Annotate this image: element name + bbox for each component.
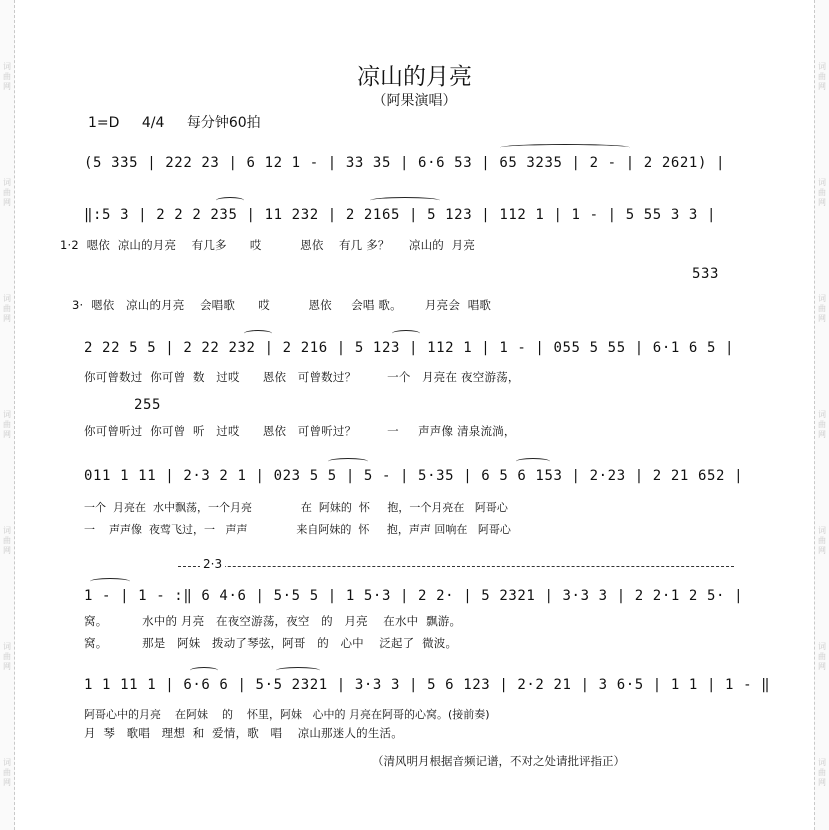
transcriber-note: （清风明月根据音频记谱，不对之处请批评指正）	[372, 754, 625, 768]
song-title: 凉山的月亮	[357, 64, 472, 90]
notation-row-4: 1 - | 1 - :‖ 6 4·6 | 5·5 5 | 1 5·3 | 2 2· | 5 2321 | 3·3 3 | 2 2·1 2 5· |	[84, 588, 744, 604]
watermark-text: 词曲网	[3, 526, 11, 555]
notation-row-3: 011 1 11 | 2·3 2 1 | 023 5 5 | 5 - | 5·35 | 6 5 6 153 | 2·23 | 2 21 652 |	[84, 468, 744, 484]
notation-row-5: 1 1 11 1 | 6·6 6 | 5·5 2321 | 3·3 3 | 5 6 123 | 2·2 21 | 3 6·5 | 1 1 | 1 - ‖	[84, 677, 771, 693]
watermark-text: 词曲网	[3, 410, 11, 439]
key-signature: 1=D	[88, 115, 120, 131]
lyric-verse-1: 一个 月亮在 水中飘荡，一个月亮 在 阿妹的 怀 抱，一个月亮在 阿哥心	[84, 501, 508, 514]
song-meta	[88, 112, 279, 132]
slur-mark	[90, 578, 130, 585]
slur-mark	[190, 667, 218, 674]
slur-mark	[370, 197, 440, 204]
notation-row-intro: (5 335 | 222 23 | 6 12 1 - | 33 35 | 6·6 53 | 65 3235 | 2 - | 2 2621) |	[84, 155, 726, 171]
volta-label: 2·3	[200, 557, 225, 571]
lyric-verse-1: 你可曾数过 你可曾 数 过哎 恩依 可曾数过？ 一个 月亮在 夜空游荡，	[84, 370, 520, 384]
lyric-verse-1: 阿哥心中的月亮 在阿妹 的 怀里，阿妹 心中的 月亮在阿哥的心窝。(接前奏)	[84, 708, 490, 721]
lyric-verse-2: 你可曾听过 你可曾 听 过哎 恩依 可曾听过？ 一 声声像 清泉流淌，	[84, 424, 516, 438]
watermark-text: 词曲网	[818, 410, 826, 439]
slur-mark	[276, 667, 320, 674]
tempo-marking: 每分钟60拍	[186, 115, 261, 131]
watermark-text: 词曲网	[3, 178, 11, 207]
lyric-verse-2: 一 声声像 夜莺飞过，一 声声 来自阿妹的 怀 抱，声声 回响在 阿哥心	[84, 523, 511, 536]
watermark-text: 词曲网	[3, 642, 11, 671]
lyric-verse-1: 1·2 嗯依 凉山的月亮 有几多 哎 恩依 有几 多？ 凉山的 月亮	[60, 238, 476, 252]
watermark-text: 词曲网	[818, 62, 826, 91]
time-signature: 4/4	[141, 115, 165, 131]
slur-mark	[244, 330, 272, 337]
volta-bracket	[178, 566, 734, 567]
watermark-text: 词曲网	[818, 758, 826, 787]
slur-mark	[500, 144, 630, 151]
slur-mark	[216, 197, 244, 204]
lyric-verse-1: 窝。 水中的 月亮 在夜空游荡，夜空 的 月亮 在水中 飘游。	[84, 614, 462, 628]
watermark-text: 词曲网	[3, 62, 11, 91]
notation-row-2: 2 22 5 5 | 2 22 232 | 2 216 | 5 123 | 112 1 | 1 - | 055 5 55 | 6·1 6 5 |	[84, 340, 735, 356]
slur-mark	[516, 458, 550, 465]
watermark-text: 词曲网	[818, 642, 826, 671]
watermark-text: 词曲网	[818, 294, 826, 323]
alt-notes: 533	[692, 266, 720, 282]
watermark-text: 词曲网	[3, 294, 11, 323]
right-margin-strip	[814, 0, 829, 830]
alt-notes: 255	[134, 397, 162, 413]
watermark-text: 词曲网	[818, 178, 826, 207]
watermark-text: 词曲网	[3, 758, 11, 787]
slur-mark	[392, 330, 420, 337]
lyric-verse-2: 月 琴 歌唱 理想 和 爱情，歌 唱 凉山那迷人的生活。	[84, 726, 403, 740]
lyric-verse-2: 3· 嗯依 凉山的月亮 会唱歌 哎 恩依 会唱 歌。 月亮会 唱歌	[72, 298, 492, 312]
left-margin-strip	[0, 0, 15, 830]
notation-row-1: ‖:5 3 | 2 2 2 235 | 11 232 | 2 2165 | 5 123 | 112 1 | 1 - | 5 55 3 3 |	[84, 207, 717, 223]
lyric-verse-2: 窝。 那是 阿妹 拨动了琴弦，阿哥 的 心中 泛起了 微波。	[84, 636, 458, 650]
song-subtitle: （阿果演唱）	[372, 93, 457, 109]
slur-mark	[328, 458, 368, 465]
watermark-text: 词曲网	[818, 526, 826, 555]
